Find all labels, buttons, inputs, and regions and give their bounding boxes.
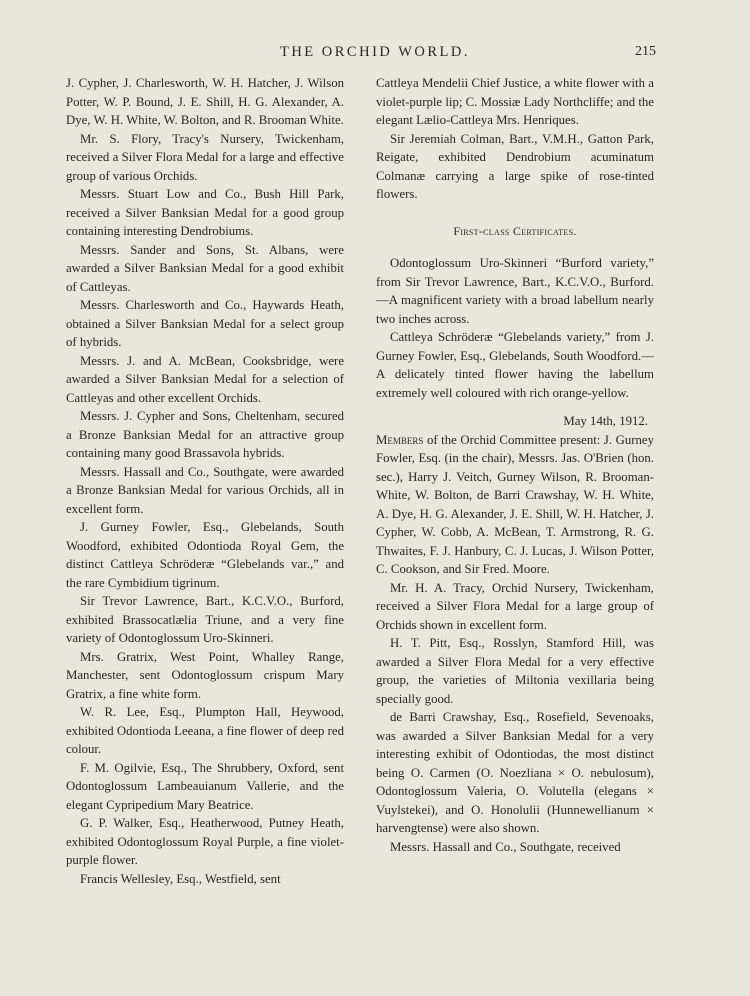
paragraph: Mr. S. Flory, Tracy's Nursery, Twickenham, received a Silver Flora Medal for a large and effective group of various Orchids. [66, 131, 344, 183]
members-paragraph [376, 431, 654, 579]
right-column-bottom [376, 579, 654, 857]
page-title: THE ORCHID WORLD. [279, 44, 471, 60]
paragraph: Messrs. Hassall and Co., Southgate, received [390, 839, 621, 854]
paragraph: Cattleya Mendelii Chief Justice, a white flower with a violet-purple lip; C. Mossiæ Lady Northcliffe; and the elegant Lælio-Cattleya Mrs. Henriques. [376, 76, 654, 127]
paragraph: Messrs. Sander and Sons, St. Albans, were awarded a Silver Banksian Medal for a good exhibit of Cattleyas. [66, 242, 344, 294]
paragraph: Mrs. Gratrix, West Point, Whalley Range, Manchester, sent Odontoglossum crispum Mary Gratrix, a fine white form. [66, 649, 344, 701]
paragraph: Sir Jeremiah Colman, Bart., V.M.H., Gatton Park, Reigate, exhibited Dendrobium acuminatum Colmanæ carrying a large spike of rose-tinted flowers. [376, 131, 654, 201]
left-column [66, 74, 344, 888]
members-lead: Members [376, 432, 424, 447]
section-heading [376, 222, 654, 241]
paragraph: de Barri Crawshay, Esq., Rosefield, Sevenoaks, was awarded a Silver Banksian Medal for a very interesting exhibit of Odontiodas, the most distinct being O. Carmen (O. Noezliana × O. nebulosum), Odontoglossum Valeria, O. Volutella (elegans × Vuylstekei), and O. Honolulii (Hunnewellianum × harvengtense) were also shown. [376, 710, 654, 835]
right-column [376, 74, 654, 856]
paragraph: G. P. Walker, Esq., Heatherwood, Putney Heath, exhibited Odontoglossum Royal Purple, a fine violet-purple flower. [66, 816, 344, 867]
members-text: of the Orchid Committee present: J. Gurney Fowler, Esq. (in the chair), Messrs. Jas. O'Brien (hon. sec.), Harry J. Veitch, Gurney Wilson, R. Brooman-White, W. Bolton, de Barri Crawshay, W. H. White, A. Dye, H. G. Alexander, J. E. Shill, W. H. Hatcher, J. Cypher, W. Cobb, A. McBean, T. Armstrong, R. G. Thwaites, F. J. Hanbury, C. J. Lucas, J. Wilson Potter, C. Cookson, and Sir Fred. Moore. [376, 432, 654, 576]
paragraph: Odontoglossum Uro-Skinneri “Burford variety,” from Sir Trevor Lawrence, Bart., K.C.V.O., Burford.—A magnificent variety with a broad labellum nearly two inches across. [376, 256, 654, 326]
paragraph: J. Cypher, J. Charlesworth, W. H. Hatcher, J. Wilson Potter, W. P. Bound, J. E. Shill, H. G. Alexander, A. Dye, W. H. White, W. Bolton, and R. Brooman White. [66, 76, 344, 127]
paragraph: Messrs. J. Cypher and Sons, Cheltenham, secured a Bronze Banksian Medal for an attractive group containing many good Brassavola hybrids. [66, 409, 344, 460]
paragraph: H. T. Pitt, Esq., Rosslyn, Stamford Hill, was awarded a Silver Flora Medal for a very effective group, the varieties of Miltonia vexillaria being specially good. [376, 636, 654, 706]
paragraph: Messrs. Charlesworth and Co., Haywards Heath, obtained a Silver Banksian Medal for a select group of hybrids. [66, 298, 344, 349]
running-head [0, 44, 750, 64]
paragraph: W. R. Lee, Esq., Plumpton Hall, Heywood, exhibited Odontioda Leeana, a fine flower of deep red colour. [66, 705, 344, 756]
paragraph: Francis Wellesley, Esq., Westfield, sent [80, 871, 281, 886]
paragraph: F. M. Ogilvie, Esq., The Shrubbery, Oxford, sent Odontoglossum Lambeauianum Vallerie, and the elegant Cypripedium Mary Beatrice. [66, 760, 344, 812]
paragraph: Messrs. Stuart Low and Co., Bush Hill Park, received a Silver Banksian Medal for a good group containing interesting Dendrobiums. [66, 187, 344, 238]
certificates-heading: First-class Certificates. [453, 223, 577, 238]
meeting-date: May 14th, 1912. [563, 414, 648, 428]
paragraph: Sir Trevor Lawrence, Bart., K.C.V.O., Burford, exhibited Brassocatlælia Triune, and a very fine variety of Odontoglossum Uro-Skinneri. [66, 594, 344, 645]
right-column-top [376, 74, 654, 204]
certificates-list [376, 254, 654, 402]
paragraph: Cattleya Schröderæ “Glebelands variety,” from J. Gurney Fowler, Esq., Glebelands, South Woodford.—A delicately tinted flower having the labellum extremely well coloured with rich orange-yellow. [376, 330, 654, 400]
paragraph: Messrs. J. and A. McBean, Cooksbridge, were awarded a Silver Banksian Medal for a selection of Cattleyas and other excellent Orchids. [66, 353, 344, 405]
paragraph: Messrs. Hassall and Co., Southgate, were awarded a Bronze Banksian Medal for various Orchids, all in excellent form. [66, 464, 344, 516]
page-number: 215 [635, 44, 656, 59]
paragraph: Mr. H. A. Tracy, Orchid Nursery, Twickenham, received a Silver Flora Medal for a large group of Orchids shown in excellent form. [376, 580, 654, 632]
paragraph: J. Gurney Fowler, Esq., Glebelands, South Woodford, exhibited Odontioda Royal Gem, the distinct Cattleya Schröderæ “Glebelands var.,” and the rare Cymbidium tigrinum. [66, 520, 344, 590]
